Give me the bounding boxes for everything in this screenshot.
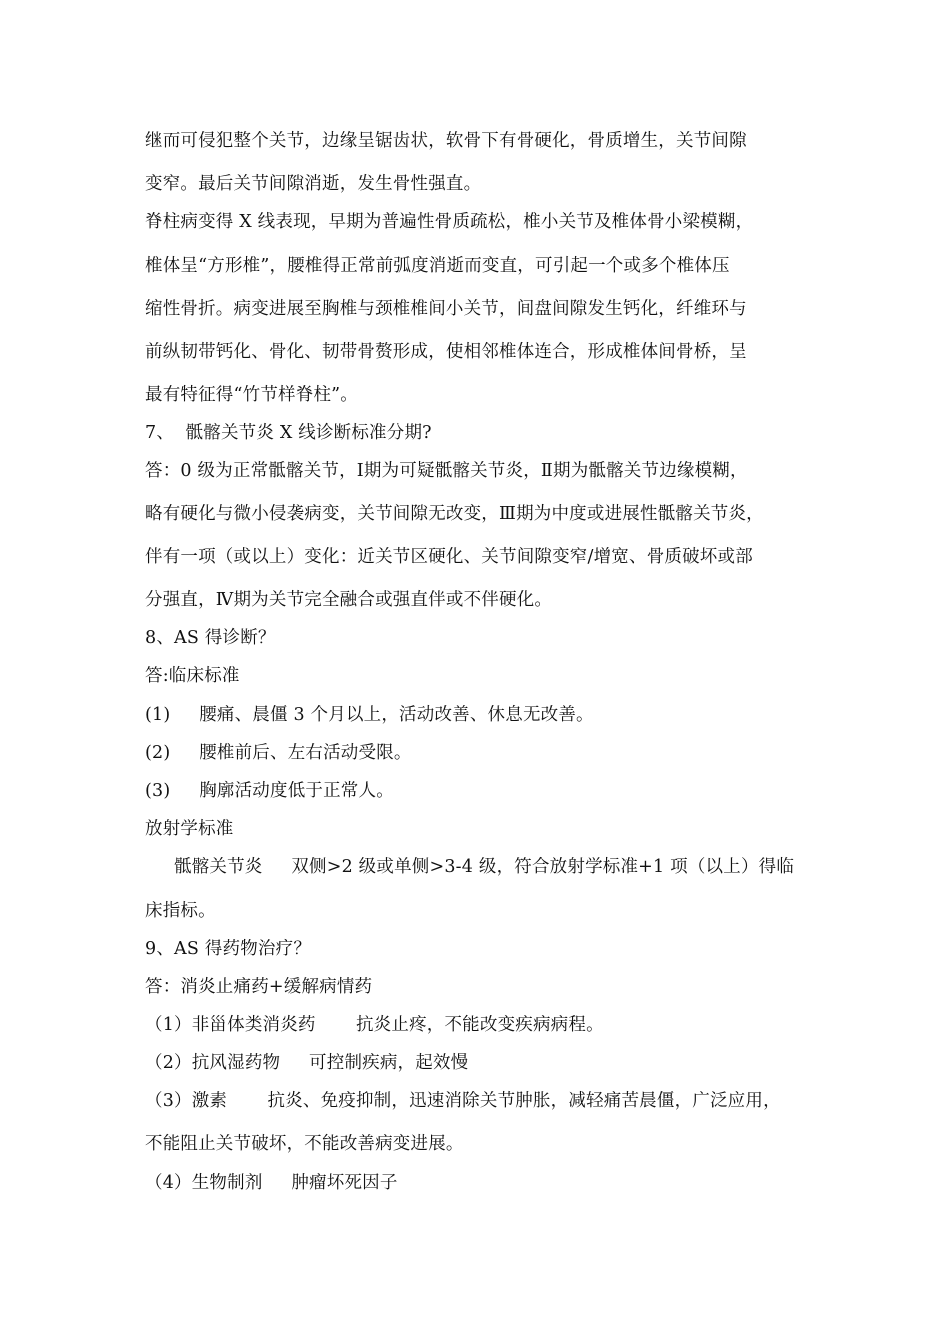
text-line: 椎体呈“方形椎”，腰椎得正常前弧度消逝而变直，可引起一个或多个椎体压 [145,256,730,276]
text-line: 分强直，Ⅳ期为关节完全融合或强直伴或不伴硬化。 [145,590,553,610]
text-line: 脊柱病变得 X 线表现，早期为普遍性骨质疏松，椎小关节及椎体骨小梁模糊， [145,212,754,232]
text-line: 答：0 级为正常骶髂关节，Ⅰ期为可疑骶髂关节炎，Ⅱ期为骶髂关节边缘模糊， [145,461,748,481]
question-heading: 7、 骶髂关节炎 X 线诊断标准分期? [145,423,432,443]
text-line: 骶髂关节炎 双侧>2 级或单侧>3-4 级，符合放射学标准+1 项（以上）得临 [174,857,795,877]
question-heading: 9、AS 得药物治疗？ [145,939,312,959]
list-item: （4）生物制剂 肿瘤坏死因子 [145,1173,398,1193]
section-label: 放射学标准 [145,819,234,839]
text-line: 变窄。最后关节间隙消逝，发生骨性强直。 [145,174,482,194]
question-heading: 8、AS 得诊断？ [145,628,276,648]
text-line: 不能阻止关节破坏，不能改善病变进展。 [145,1134,464,1154]
text-line: 前纵韧带钙化、骨化、韧带骨赘形成，使相邻椎体连合，形成椎体间骨桥，呈 [145,342,747,362]
text-line: 床指标。 [145,901,216,921]
text-line: 最有特征得“竹节样脊柱”。 [145,385,358,405]
list-item: (1) 腰痛、晨僵 3 个月以上，活动改善、休息无改善。 [145,705,594,725]
text-line: 答:临床标准 [145,666,240,686]
text-line: 继而可侵犯整个关节，边缘呈锯齿状，软骨下有骨硬化，骨质增生，关节间隙 [145,131,747,151]
list-item: (3) 胸廓活动度低于正常人。 [145,781,394,801]
text-line: 缩性骨折。病变进展至胸椎与颈椎椎间小关节，间盘间隙发生钙化，纤维环与 [145,299,747,319]
list-item: (2) 腰椎前后、左右活动受限。 [145,743,412,763]
text-line: 答：消炎止痛药+缓解病情药 [145,977,373,997]
list-item: （3）激素 抗炎、免疫抑制，迅速消除关节肿胀，减轻痛苦晨僵，广泛应用， [145,1091,781,1111]
text-line: 伴有一项（或以上）变化：近关节区硬化、关节间隙变窄/增宽、骨质破坏或部 [145,547,753,567]
list-item: （1）非甾体类消炎药 抗炎止疼，不能改变疾病病程。 [145,1015,604,1035]
text-line: 略有硬化与微小侵袭病变，关节间隙无改变，Ⅲ期为中度或进展性骶髂关节炎， [145,504,764,524]
list-item: （2）抗风湿药物 可控制疾病，起效慢 [145,1053,469,1073]
